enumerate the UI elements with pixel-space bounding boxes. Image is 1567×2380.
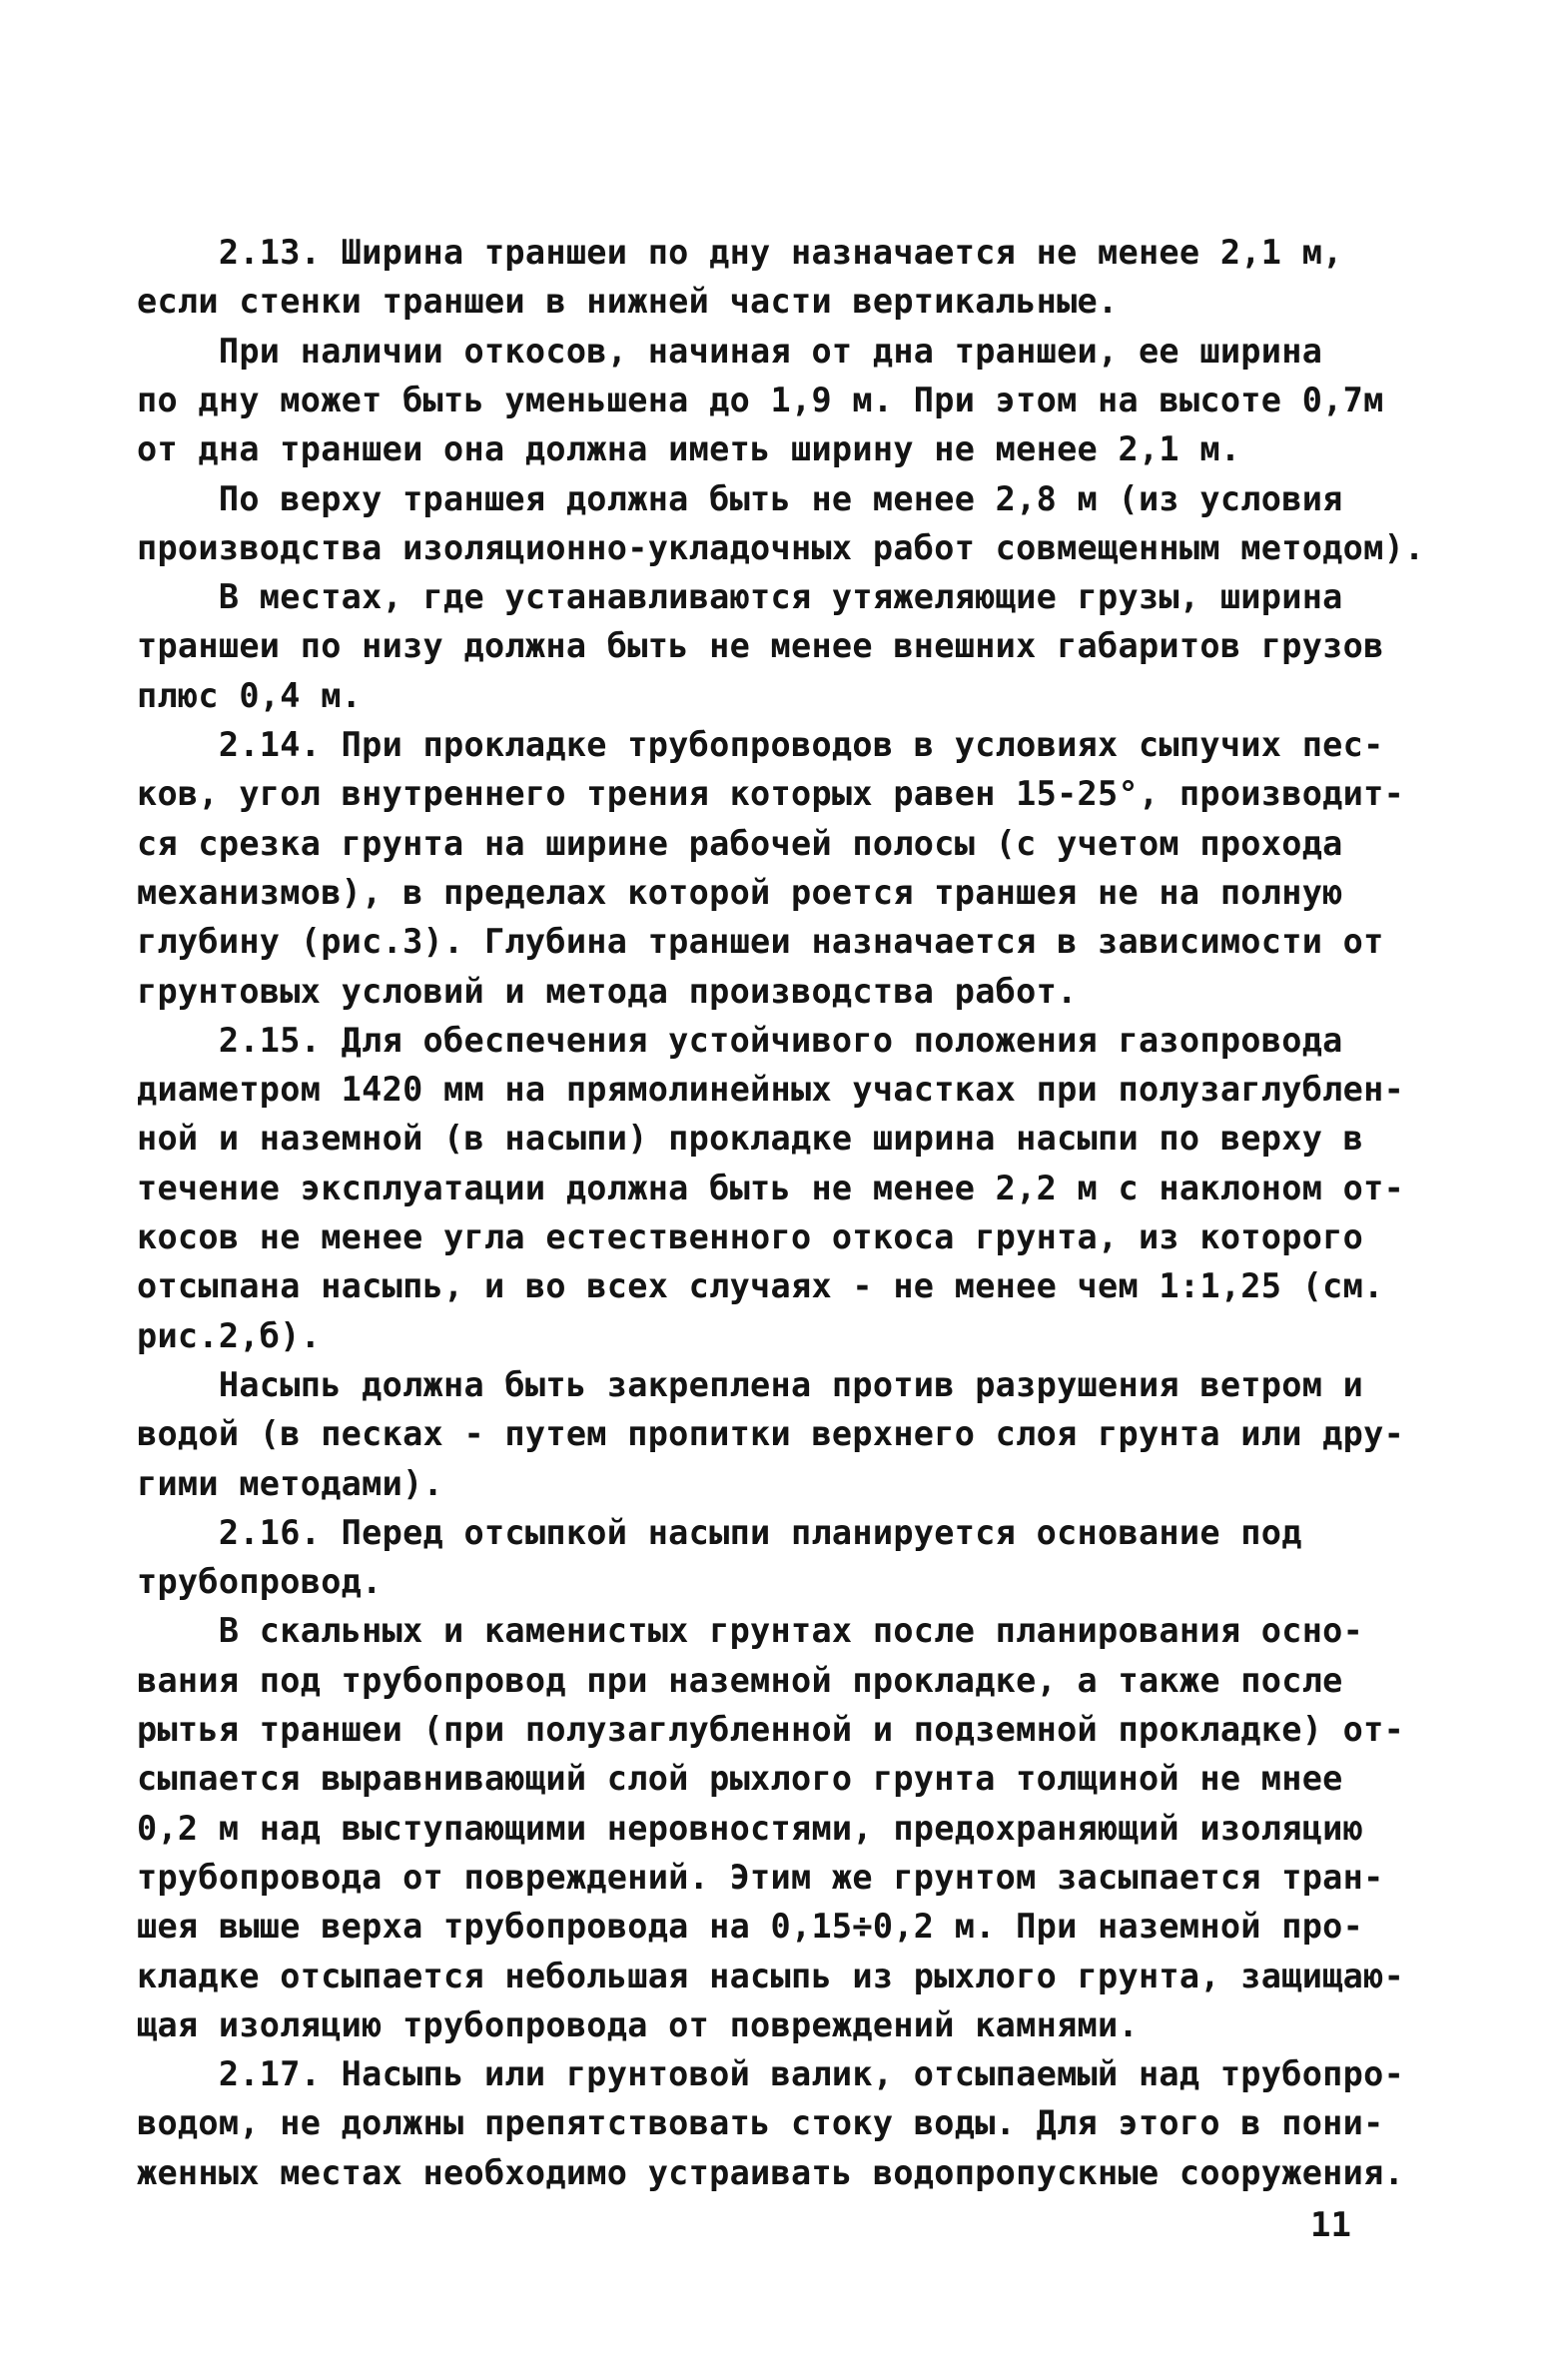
text-line: грунтовых условий и метода производства работ. <box>137 972 1078 1011</box>
text-line: если стенки траншеи в нижней части вертикальные. <box>137 282 1119 321</box>
text-line: вания под трубопровод при наземной прокладке, а также после <box>137 1661 1343 1700</box>
text-line: 2.15. Для обеспечения устойчивого положения газопровода <box>137 1021 1343 1060</box>
text-line: диаметром 1420 мм на прямолинейных участках при полузаглублен- <box>137 1070 1405 1109</box>
text-line: 2.17. Насыпь или грунтовой валик, отсыпаемый над трубопро- <box>137 2054 1405 2093</box>
text-line: механизмов), в пределах которой роется траншея не на полную <box>137 873 1343 912</box>
text-line: рытья траншеи (при полузаглубленной и подземной прокладке) от- <box>137 1710 1405 1749</box>
text-line: ся срезка грунта на ширине рабочей полосы (с учетом прохода <box>137 824 1343 863</box>
text-line: ной и наземной (в насыпи) прокладке ширина насыпи по верху в <box>137 1119 1364 1158</box>
text-line: водой (в песках - путем пропитки верхнего слоя грунта или дру- <box>137 1414 1405 1453</box>
text-line: косов не менее угла естественного откоса грунта, из которого <box>137 1217 1364 1256</box>
text-line: женных местах необходимо устраивать водопропускные сооружения. <box>137 2153 1405 2192</box>
text-line: щая изоляцию трубопровода от повреждений камнями. <box>137 2005 1139 2044</box>
text-line: По верху траншея должна быть не менее 2,8 м (из условия <box>137 479 1343 518</box>
text-line: отсыпана насыпь, и во всех случаях - не менее чем 1:1,25 (см. <box>137 1266 1384 1305</box>
text-line: В местах, где устанавливаются утяжеляющие грузы, ширина <box>137 577 1343 616</box>
page-number: 11 <box>1310 2205 1351 2245</box>
text-line: 2.13. Ширина траншеи по дну назначается не менее 2,1 м, <box>137 233 1343 272</box>
text-line: плюс 0,4 м. <box>137 676 363 715</box>
text-line: 0,2 м над выступающими неровностями, предохраняющий изоляцию <box>137 1809 1364 1848</box>
text-line: водом, не должны препятствовать стоку воды. Для этого в пони- <box>137 2103 1384 2142</box>
text-line: глубину (рис.3). Глубина траншеи назначается в зависимости от <box>137 922 1384 961</box>
text-line: ков, угол внутреннего трения которых равен 15-25°, производит- <box>137 774 1405 813</box>
text-line: кладке отсыпается небольшая насыпь из рыхлого грунта, защищаю- <box>137 1957 1405 1995</box>
text-line: шея выше верха трубопровода на 0,15÷0,2 м. При наземной про- <box>137 1907 1364 1946</box>
text-line: В скальных и каменистых грунтах после планирования осно- <box>137 1611 1364 1650</box>
text-line: сыпается выравнивающий слой рыхлого грунта толщиной не мнее <box>137 1759 1343 1798</box>
text-line: гими методами). <box>137 1464 444 1503</box>
text-line: течение эксплуатации должна быть не менее 2,2 м с наклоном от- <box>137 1169 1405 1207</box>
text-line: производства изоляционно-укладочных работ совмещенным методом). <box>137 528 1425 567</box>
text-line: рис.2,б). <box>137 1316 322 1355</box>
text-line: от дна траншеи она должна иметь ширину не менее 2,1 м. <box>137 429 1241 468</box>
text-line: траншеи по низу должна быть не менее внешних габаритов грузов <box>137 626 1384 665</box>
text-line: трубопровод. <box>137 1562 383 1601</box>
text-line: 2.16. Перед отсыпкой насыпи планируется основание под <box>137 1513 1302 1552</box>
text-line: трубопровода от повреждений. Этим же грунтом засыпается тран- <box>137 1858 1384 1897</box>
text-line: 2.14. При прокладке трубопроводов в условиях сыпучих пес- <box>137 725 1384 764</box>
text-line: по дну может быть уменьшена до 1,9 м. При этом на высоте 0,7м <box>137 381 1384 419</box>
text-line: При наличии откосов, начиная от дна траншеи, ее ширина <box>137 332 1323 371</box>
text-line: Насыпь должна быть закреплена против разрушения ветром и <box>137 1365 1364 1404</box>
